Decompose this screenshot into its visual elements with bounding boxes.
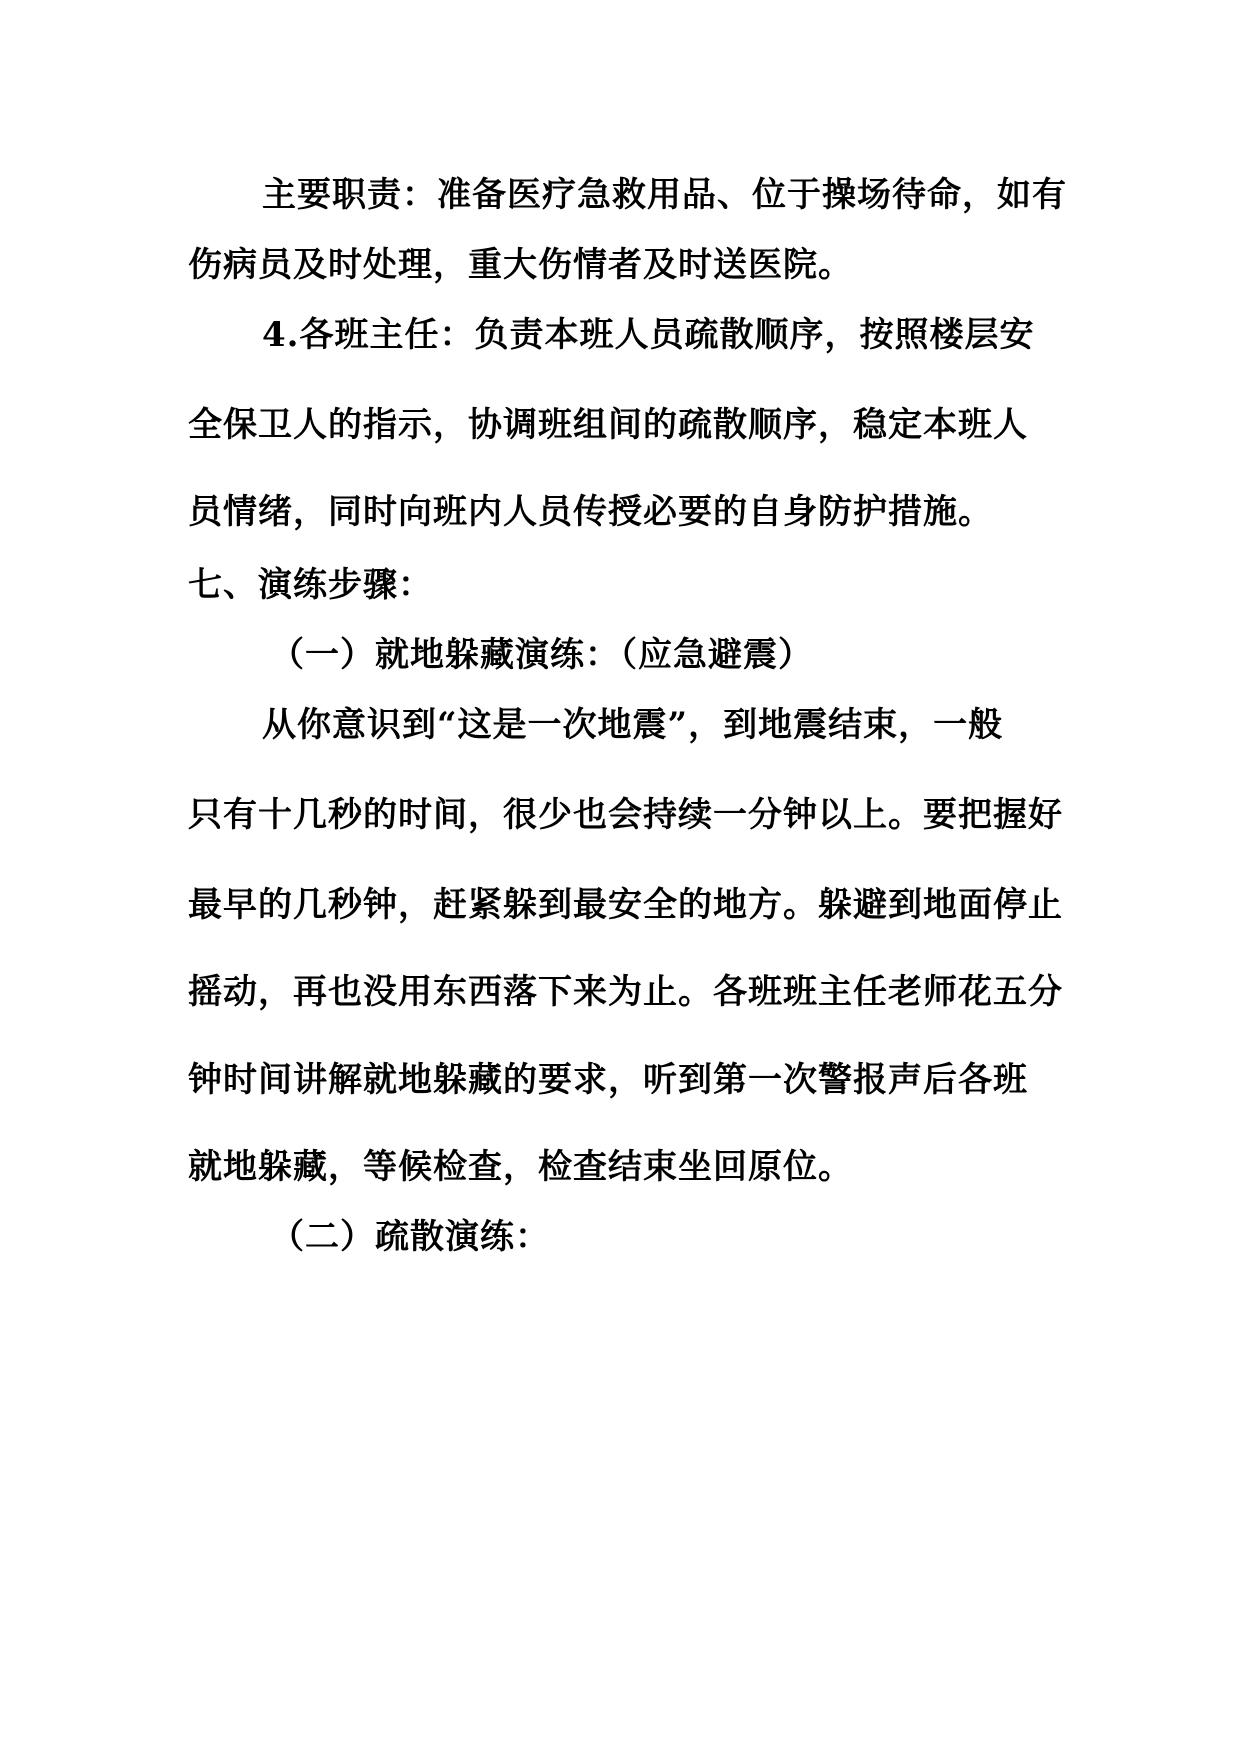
paragraph-duties-line-1: 主要职责：准备医疗急救用品、位于操场待命，如有: [262, 175, 1067, 215]
paragraph-hide-drill-line-1: 从你意识到“这是一次地震”，到地震结束，一般: [262, 705, 1004, 745]
paragraph-hide-drill-line-2: 只有十几秒的时间，很少也会持续一分钟以上。要把握好: [188, 795, 1063, 835]
paragraph-class-teacher-line-3: 员情绪，同时向班内人员传授必要的自身防护措施。: [188, 492, 993, 532]
paragraph-class-teacher-line-1: 4.各班主任：负责本班人员疏散顺序，按照楼层安: [262, 315, 1035, 355]
section-heading-drill-steps: 七、演练步骤：: [188, 565, 433, 605]
paragraph-hide-drill-line-3: 最早的几秒钟，赶紧躲到最安全的地方。躲避到地面停止: [188, 885, 1063, 925]
paragraph-hide-drill-line-6: 就地躲藏，等候检查，检查结束坐回原位。: [188, 1147, 853, 1187]
paragraph-class-teacher-line-2: 全保卫人的指示，协调班组间的疏散顺序，稳定本班人: [188, 405, 1028, 445]
subheading-evacuation-drill: （二）疏散演练：: [270, 1217, 550, 1257]
subheading-hide-drill: （一）就地躲藏演练：（应急避震）: [270, 635, 813, 675]
paragraph-hide-drill-line-4: 摇动，再也没用东西落下来为止。各班班主任老师花五分: [188, 972, 1063, 1012]
paragraph-hide-drill-line-5: 钟时间讲解就地躲藏的要求，听到第一次警报声后各班: [188, 1060, 1028, 1100]
paragraph-duties-line-2: 伤病员及时处理，重大伤情者及时送医院。: [188, 245, 853, 285]
